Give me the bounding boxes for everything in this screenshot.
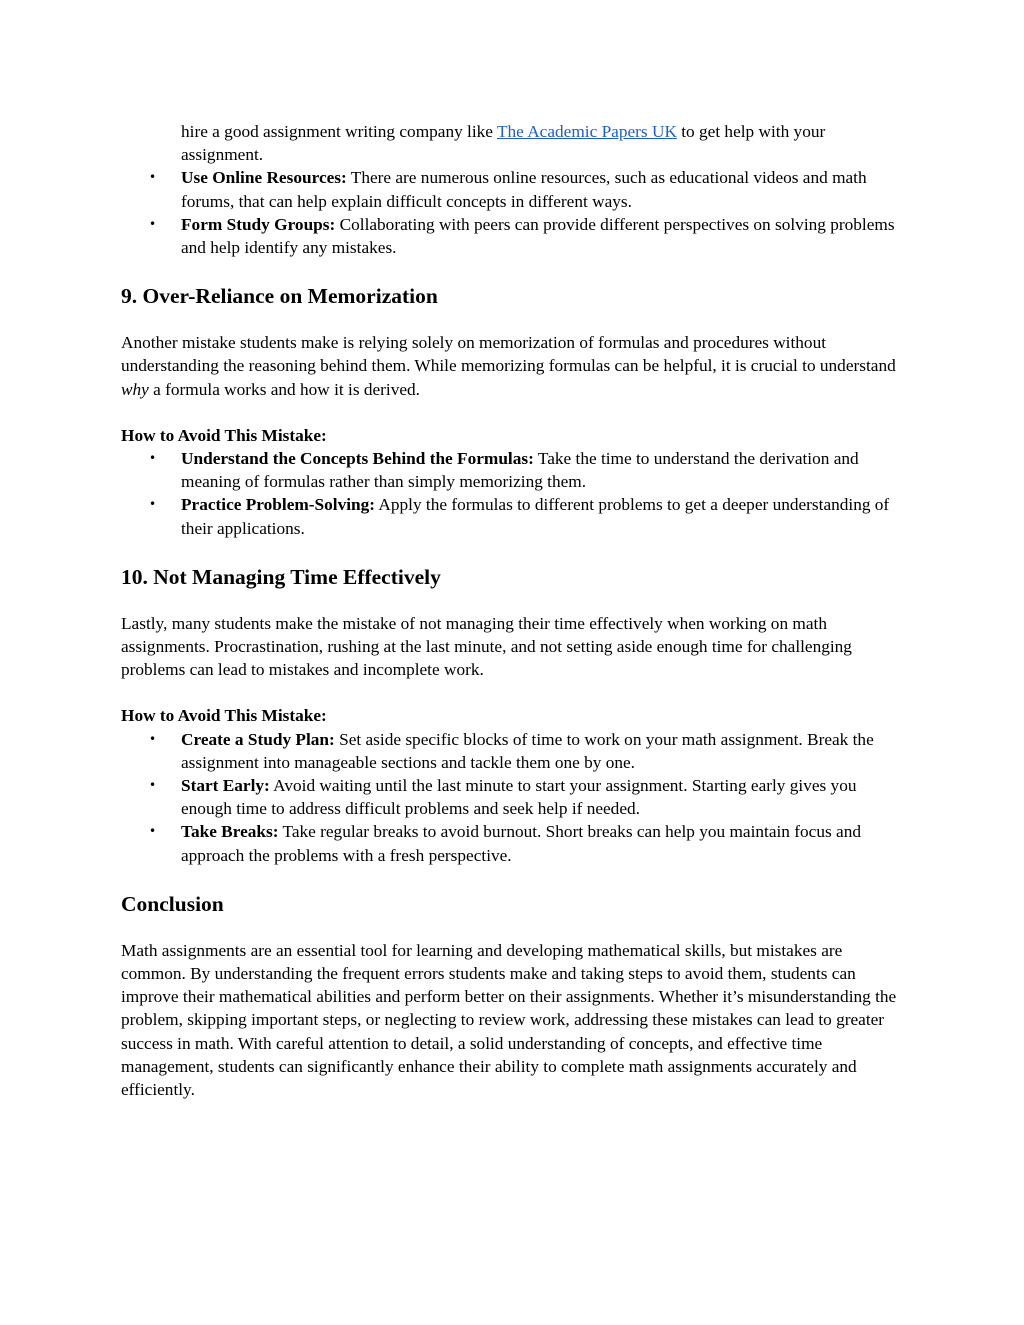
intro-text-after: to get help with your assignment.: [181, 122, 826, 165]
list-item: [121, 774, 911, 820]
bullet-text: Avoid waiting until the last minute to start your assignment. Starting early gives you enough time to address difficult problems and seek help if needed.: [181, 776, 857, 819]
bullet-icon: •: [149, 216, 157, 231]
academic-papers-link[interactable]: The Academic Papers UK: [496, 122, 677, 141]
bullet-icon: •: [149, 497, 157, 512]
bullet-text: Apply the formulas to different problems to get a deeper understanding of their applications.: [181, 495, 890, 538]
section-9-text-after: a formula works and how it is derived.: [148, 379, 421, 399]
bullet-title: Use Online Resources:: [181, 168, 347, 188]
document-page: [121, 120, 911, 1101]
conclusion-paragraph: Math assignments are an essential tool for learning and developing mathematical skills, but mistakes are common. By understanding the frequent errors students make and taking steps to avoid them, students can improve their mathematical abilities and perform better on their assignments. Whether it’s misunderstanding the problem, skipping important steps, or neglecting to review work, addressing these mistakes can lead to greater success in math. With careful attention to detail, a solid understanding of concepts, and effective time management, students can significantly enhance their ability to complete math assignments accurately and efficiently.: [121, 940, 897, 1100]
section-9-subheading: How to Avoid This Mistake:: [121, 425, 327, 445]
bullet-icon: •: [149, 824, 157, 839]
section-9-text-before: Another mistake students make is relying solely on memorization of formulas and procedures without understanding the reasoning behind them. While memorizing formulas can be helpful, it is crucial to understand: [121, 333, 896, 376]
bullet-text: Take regular breaks to avoid burnout. Short breaks can help you maintain focus and approach the problems with a fresh perspective.: [181, 822, 861, 865]
list-item: [121, 166, 911, 212]
list-item: [121, 493, 911, 539]
list-item: [121, 728, 911, 774]
bullet-text: Set aside specific blocks of time to work on your math assignment. Break the assignment into manageable sections and tackle them one by one.: [181, 729, 874, 772]
bullet-title: Understand the Concepts Behind the Formulas:: [181, 449, 534, 469]
section-9-bullet-list: [121, 447, 911, 540]
bullet-title: Create a Study Plan:: [181, 729, 335, 749]
bullet-icon: •: [149, 731, 157, 746]
bullet-text: There are numerous online resources, such as educational videos and math forums, that can help explain difficult concepts in different ways.: [181, 168, 867, 211]
bullet-title: Form Study Groups:: [181, 214, 336, 234]
section-9-italic: why: [121, 379, 149, 399]
intro-continuation: [181, 120, 911, 166]
bullet-text: Collaborating with peers can provide different perspectives on solving problems and help identify any mistakes.: [181, 214, 895, 258]
conclusion-heading: Conclusion: [121, 891, 224, 916]
list-item: [121, 213, 911, 259]
intro-bullet-list: [121, 166, 911, 259]
section-10-bullet-list: [121, 728, 911, 867]
bullet-icon: •: [149, 778, 157, 793]
bullet-text: Take the time to understand the derivation and meaning of formulas rather than simply memorizing them.: [181, 449, 859, 492]
bullet-title: Practice Problem-Solving:: [181, 495, 376, 515]
bullet-title: Start Early:: [181, 776, 270, 796]
bullet-icon: •: [149, 170, 157, 185]
section-10-paragraph: Lastly, many students make the mistake of not managing their time effectively when working on math assignments. Procrastination, rushing at the last minute, and not setting aside enough time for challenging problems can lead to mistakes and incomplete work.: [121, 613, 852, 680]
bullet-icon: •: [149, 451, 157, 466]
section-10-subheading: How to Avoid This Mistake:: [121, 706, 327, 726]
section-9-heading: 9. Over-Reliance on Memorization: [121, 284, 438, 309]
bullet-title: Take Breaks:: [181, 822, 279, 842]
list-item: [121, 820, 911, 866]
list-item: [121, 447, 911, 493]
section-9-paragraph: [121, 331, 911, 401]
section-10-heading: 10. Not Managing Time Effectively: [121, 564, 441, 589]
intro-text-before: hire a good assignment writing company like: [181, 122, 497, 141]
